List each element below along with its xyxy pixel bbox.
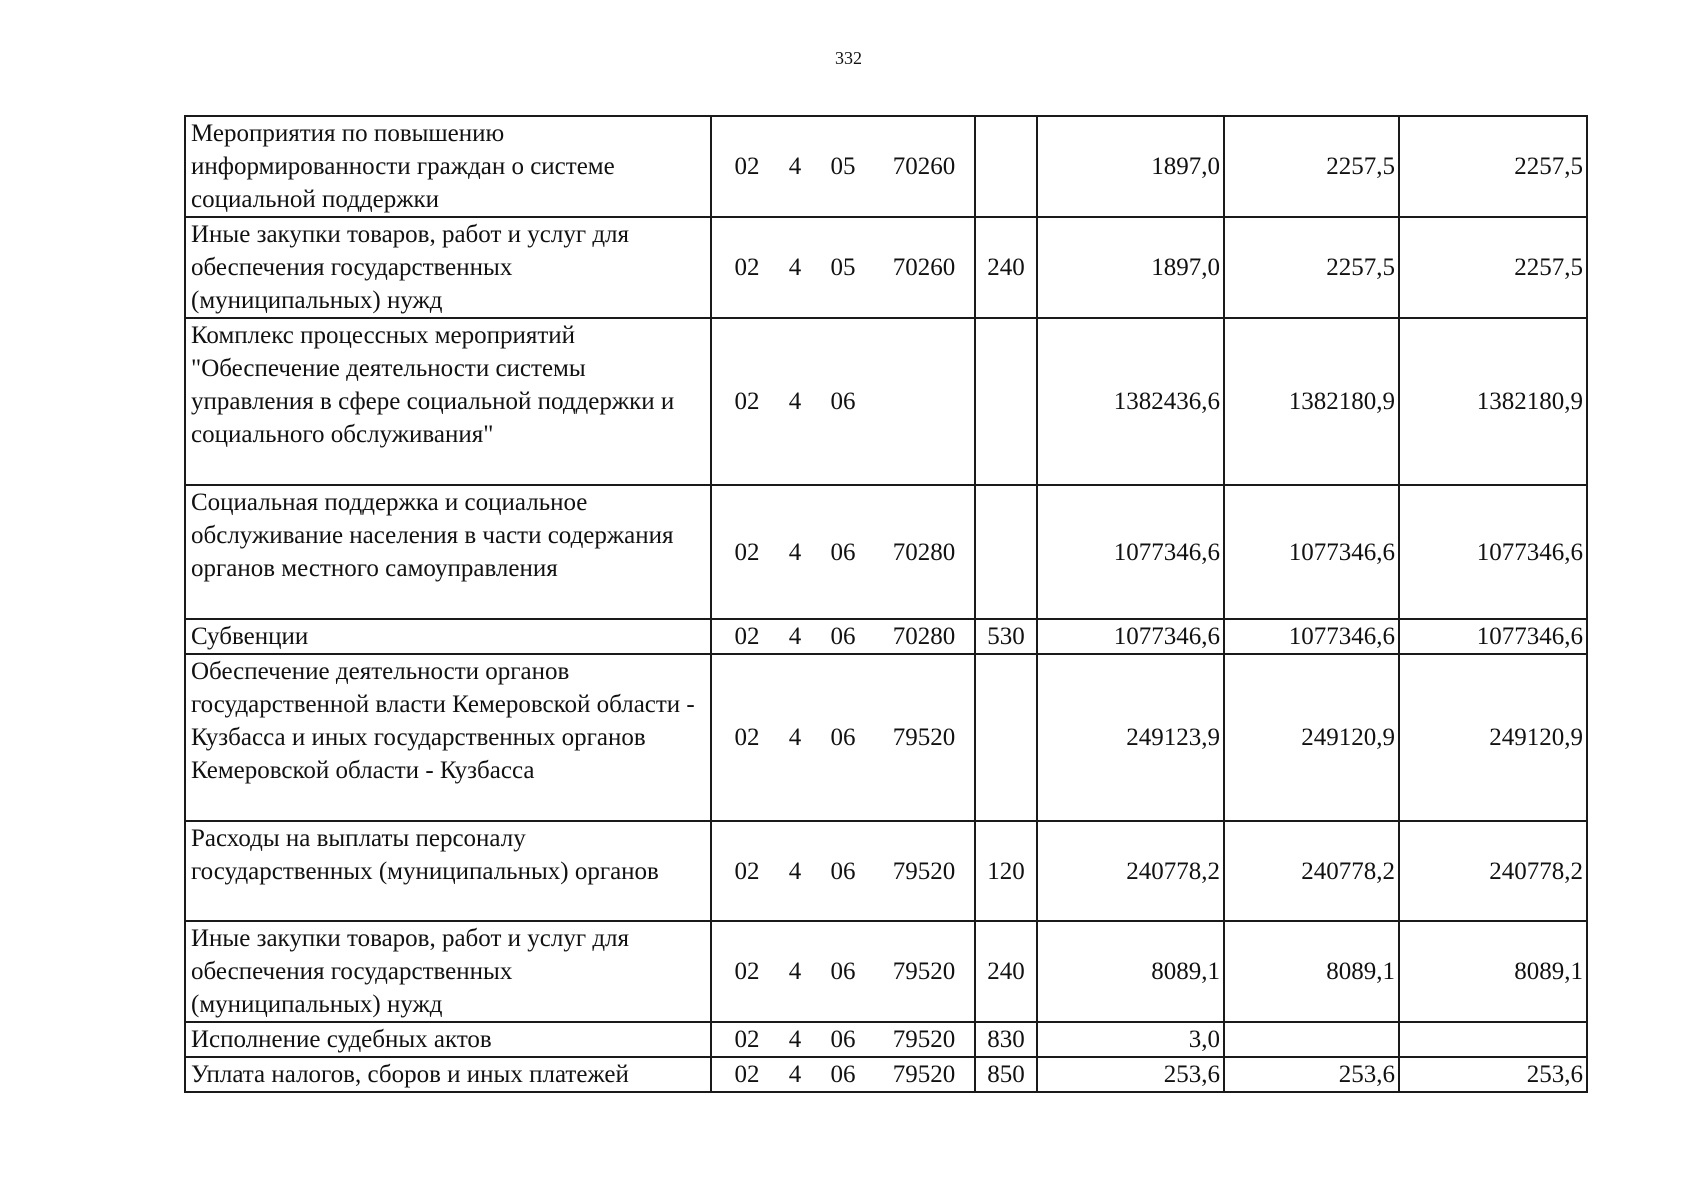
subprogram-code: 4 [788,623,802,650]
row-code [711,654,975,821]
expense-code: 70280 [892,538,956,566]
amount-year-2: 1382180,9 [1224,318,1399,485]
row-name: Уплата налогов, сборов и иных платежей [185,1057,711,1092]
direction-code: 06 [830,538,856,566]
table-row [185,318,1587,485]
row-name: Социальная поддержка и социальное обслуживание населения в части содержания органов местного самоуправления [185,485,711,619]
subprogram-code: 4 [788,857,802,885]
expense-type: 850 [975,1057,1037,1092]
amount-year-3: 240778,2 [1399,821,1587,921]
amount-year-2: 2257,5 [1224,116,1399,217]
expense-type: 530 [975,619,1037,654]
expense-code: 79520 [892,724,956,751]
expense-code: 70260 [892,153,956,180]
row-name: Обеспечение деятельности органов государственной власти Кемеровской области - Кузбасса и иных государственных органов Кемеровской области - Кузбасса [185,654,711,821]
amount-year-3: 249120,9 [1399,654,1587,821]
table-row [185,821,1587,921]
amount-year-3: 2257,5 [1399,116,1587,217]
row-code [711,619,975,654]
table-row [185,654,1587,821]
page-number: 332 [835,48,862,68]
program-code: 02 [734,724,760,751]
amount-year-3: 8089,1 [1399,921,1587,1022]
amount-year-3: 1382180,9 [1399,318,1587,485]
table-row [185,619,1587,654]
row-name: Субвенции [185,619,711,654]
expense-type: 240 [975,217,1037,318]
expense-type [975,318,1037,485]
row-code [711,1057,975,1092]
amount-year-1: 1382436,6 [1037,318,1224,485]
subprogram-code: 4 [788,388,802,415]
program-code: 02 [734,1061,760,1088]
amount-year-3: 1077346,6 [1399,619,1587,654]
amount-year-1: 3,0 [1037,1022,1224,1057]
amount-year-2: 2257,5 [1224,217,1399,318]
row-code [711,116,975,217]
row-code [711,1022,975,1057]
program-code: 02 [734,254,760,281]
program-code: 02 [734,388,760,415]
expense-type [975,116,1037,217]
amount-year-2: 1077346,6 [1224,485,1399,619]
amount-year-1: 1897,0 [1037,217,1224,318]
amount-year-2: 253,6 [1224,1057,1399,1092]
table-row [185,1022,1587,1057]
program-code: 02 [734,153,760,180]
amount-year-2: 1077346,6 [1224,619,1399,654]
program-code: 02 [734,958,760,985]
subprogram-code: 4 [788,254,802,281]
budget-table [184,115,1588,1093]
expense-code: 79520 [892,1026,956,1053]
row-name: Иные закупки товаров, работ и услуг для обеспечения государственных (муниципальных) нужд [185,921,711,1022]
subprogram-code: 4 [788,724,802,751]
row-code [711,485,975,619]
amount-year-2: 249120,9 [1224,654,1399,821]
expense-type [975,485,1037,619]
table-row [185,217,1587,318]
direction-code: 06 [830,958,856,985]
amount-year-1: 253,6 [1037,1057,1224,1092]
row-name: Мероприятия по повышению информированности граждан о системе социальной поддержки [185,116,711,217]
direction-code: 06 [830,857,856,885]
direction-code: 06 [830,724,856,751]
program-code: 02 [734,1026,760,1053]
table-row [185,485,1587,619]
amount-year-2: 8089,1 [1224,921,1399,1022]
direction-code: 06 [830,1061,856,1088]
expense-code: 79520 [892,958,956,985]
amount-year-2 [1224,1022,1399,1057]
row-code [711,217,975,318]
amount-year-3: 253,6 [1399,1057,1587,1092]
subprogram-code: 4 [788,958,802,985]
row-name: Иные закупки товаров, работ и услуг для обеспечения государственных (муниципальных) нужд [185,217,711,318]
program-code: 02 [734,538,760,566]
row-code [711,821,975,921]
program-code: 02 [734,857,760,885]
direction-code: 05 [830,153,856,180]
direction-code: 06 [830,1026,856,1053]
amount-year-1: 8089,1 [1037,921,1224,1022]
subprogram-code: 4 [788,1061,802,1088]
amount-year-2: 240778,2 [1224,821,1399,921]
expense-type [975,654,1037,821]
table-row [185,1057,1587,1092]
amount-year-1: 1077346,6 [1037,485,1224,619]
table-row [185,116,1587,217]
subprogram-code: 4 [788,1026,802,1053]
row-name: Исполнение судебных актов [185,1022,711,1057]
row-code [711,921,975,1022]
expense-type: 830 [975,1022,1037,1057]
direction-code: 06 [830,623,856,650]
row-code [711,318,975,485]
expense-type: 240 [975,921,1037,1022]
direction-code: 05 [830,254,856,281]
amount-year-3 [1399,1022,1587,1057]
row-name: Комплекс процессных мероприятий "Обеспечение деятельности системы управления в сфере социальной поддержки и социального обслуживания" [185,318,711,485]
expense-code: 79520 [892,857,956,885]
expense-code: 70260 [892,254,956,281]
direction-code: 06 [830,388,856,415]
program-code: 02 [734,623,760,650]
amount-year-1: 240778,2 [1037,821,1224,921]
amount-year-1: 1897,0 [1037,116,1224,217]
row-name: Расходы на выплаты персоналу государственных (муниципальных) органов [185,821,711,921]
amount-year-3: 2257,5 [1399,217,1587,318]
subprogram-code: 4 [788,153,802,180]
amount-year-1: 249123,9 [1037,654,1224,821]
expense-type: 120 [975,821,1037,921]
amount-year-3: 1077346,6 [1399,485,1587,619]
amount-year-1: 1077346,6 [1037,619,1224,654]
subprogram-code: 4 [788,538,802,566]
table-row [185,921,1587,1022]
expense-code: 70280 [892,623,956,650]
expense-code: 79520 [892,1061,956,1088]
